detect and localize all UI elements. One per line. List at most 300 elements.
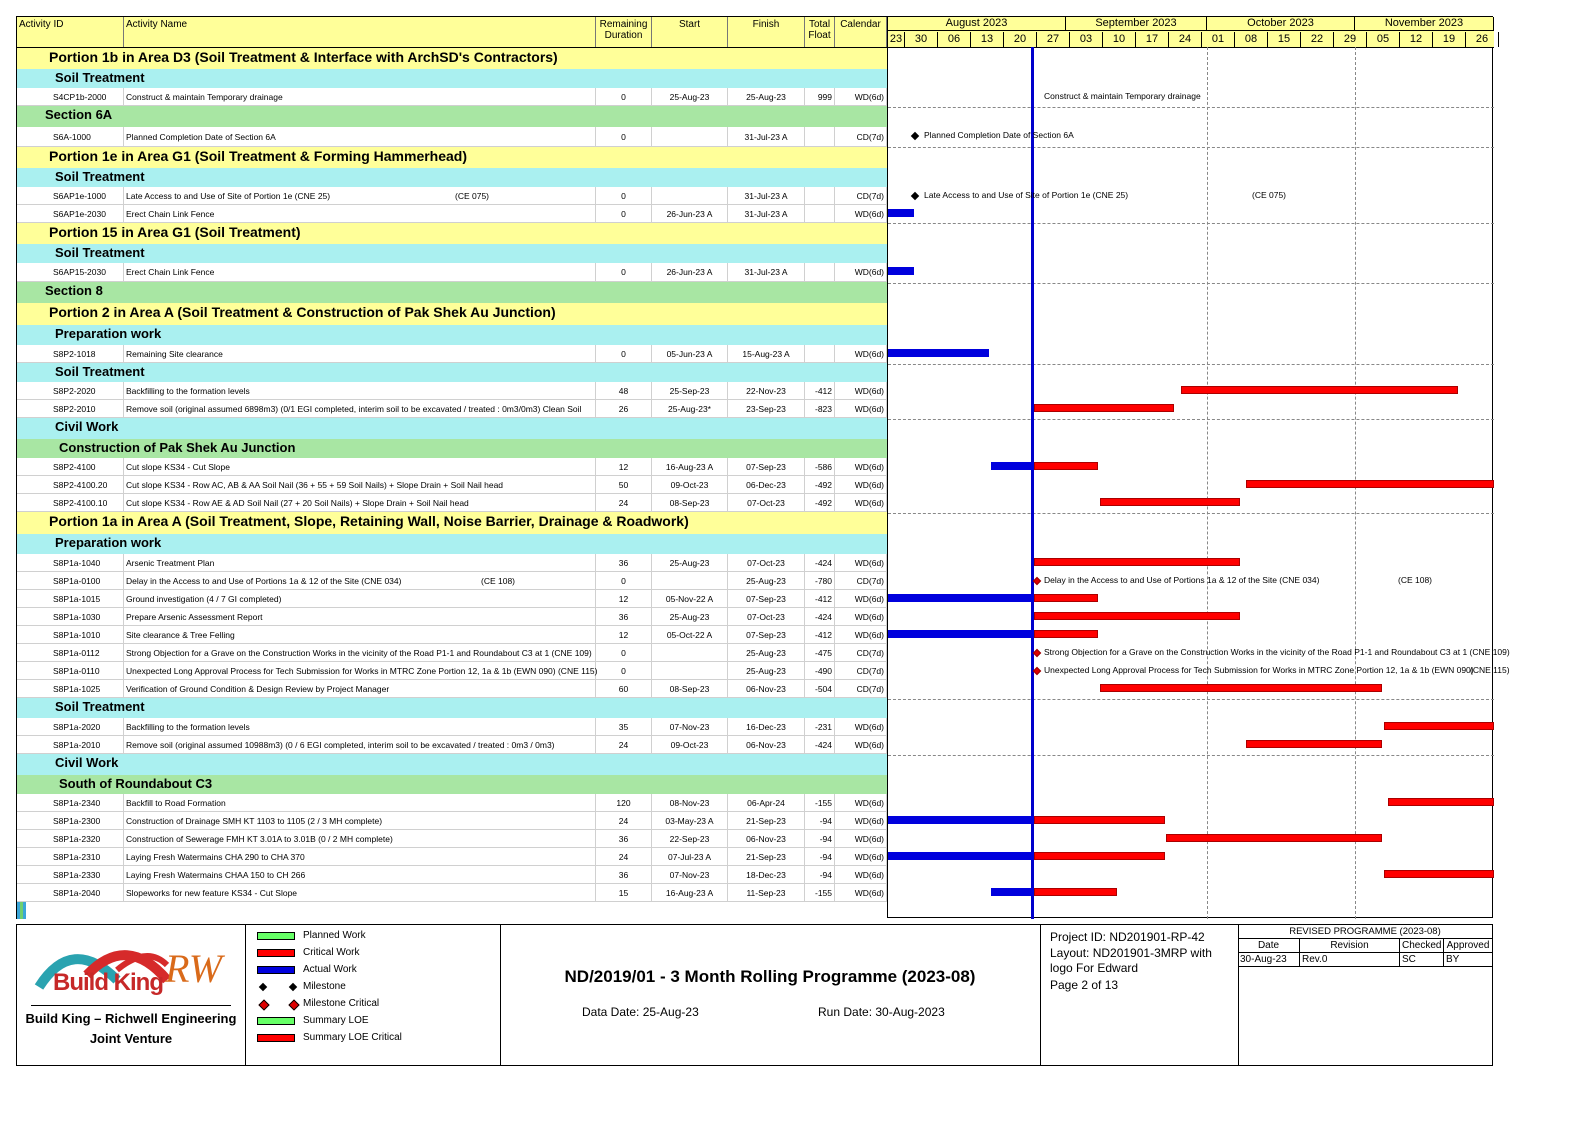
critical-work-bar[interactable]: [1034, 852, 1165, 860]
cell-finish: 18-Dec-23: [728, 866, 805, 883]
col-start[interactable]: Start: [652, 17, 728, 47]
group-header[interactable]: [17, 69, 905, 88]
legend-summary-loe-label: Summary LOE: [303, 1015, 369, 1026]
project-id: Project ID: ND201901-RP-42: [1050, 930, 1205, 944]
table-row[interactable]: [17, 554, 905, 572]
group-header[interactable]: [17, 363, 905, 382]
milestone-critical-icon[interactable]: [1033, 667, 1041, 675]
group-title: Preparation work: [55, 535, 162, 550]
actual-work-bar[interactable]: [991, 462, 1034, 470]
activity-table: [16, 16, 905, 919]
table-row[interactable]: [17, 718, 905, 736]
critical-work-bar[interactable]: [1384, 870, 1494, 878]
table-row[interactable]: [17, 263, 905, 282]
table-row[interactable]: [17, 848, 905, 866]
cell-dur: 24: [596, 812, 652, 829]
cell-id: S6AP1e-2030: [51, 205, 124, 222]
col-remaining-duration[interactable]: Remaining Duration: [596, 17, 652, 47]
cell-dur: 35: [596, 718, 652, 735]
critical-work-bar[interactable]: [1034, 612, 1240, 620]
data-date: Data Date: 25-Aug-23: [582, 1005, 699, 1019]
cell-dur: 0: [596, 345, 652, 362]
summary-loe-swatch: [257, 1017, 295, 1025]
table-row[interactable]: [17, 382, 905, 400]
cell-ce-ref: (CE 108): [481, 576, 516, 586]
cell-finish: 31-Jul-23 A: [728, 127, 805, 146]
group-header[interactable]: [17, 325, 905, 345]
cell-dur: 24: [596, 494, 652, 511]
month-label: August 2023: [888, 17, 1066, 31]
cell-finish: 31-Jul-23 A: [728, 205, 805, 222]
cell-dur: 0: [596, 662, 652, 679]
critical-swatch: [257, 949, 295, 957]
cell-name: Erect Chain Link Fence: [124, 263, 596, 281]
cell-name: Unexpected Long Approval Process for Tech Submission for Works in MTRC Zone Portion 12, 1a & 1b (EWN 090) (CNE 115): [124, 662, 596, 679]
cell-cal: WD(6d): [835, 88, 887, 105]
week-label: 01: [1202, 32, 1235, 47]
actual-work-bar[interactable]: [888, 852, 1034, 860]
critical-work-bar[interactable]: [1034, 558, 1240, 566]
cell-cal: WD(6d): [835, 812, 887, 829]
table-row[interactable]: [17, 127, 905, 147]
critical-work-bar[interactable]: [1034, 462, 1098, 470]
cell-id: S8P2-1018: [51, 345, 124, 362]
table-row[interactable]: [17, 626, 905, 644]
gantt-separator: [888, 755, 1494, 756]
cell-name: Prepare Arsenic Assessment Report: [124, 608, 596, 625]
brand-name: Build King: [53, 969, 163, 996]
cell-start: 25-Aug-23*: [652, 400, 728, 417]
col-activity-id[interactable]: Activity ID: [17, 17, 124, 47]
milestone-critical-icon[interactable]: [1033, 649, 1041, 657]
group-title: Soil Treatment: [55, 169, 145, 184]
legend-milestone-critical-label: Milestone Critical: [303, 998, 380, 1009]
group-title: Portion 1b in Area D3 (Soil Treatment & Interface with ArchSD's Contractors): [49, 49, 558, 65]
rev-header-checked: Checked: [1400, 939, 1444, 953]
group-header[interactable]: [17, 418, 905, 439]
bar-label: (CE 108): [1398, 575, 1433, 585]
col-total-float[interactable]: Total Float: [805, 17, 835, 47]
week-label: 29: [1334, 32, 1367, 47]
group-title: Section 6A: [45, 107, 113, 122]
cell-dur: 36: [596, 608, 652, 625]
table-row[interactable]: [17, 205, 905, 223]
cell-id: S6A-1000: [51, 127, 124, 146]
critical-work-bar[interactable]: [1384, 722, 1494, 730]
cell-name: Verification of Ground Condition & Design Review by Project Manager: [124, 680, 596, 697]
cell-cal: CD(7d): [835, 127, 887, 146]
cell-finish: 07-Sep-23: [728, 458, 805, 475]
cell-float: -424: [805, 608, 835, 625]
layout-name: Layout: ND201901-3MRP with logo For Edward: [1050, 946, 1212, 975]
milestone-icon: [259, 983, 267, 991]
group-title: Section 8: [45, 283, 103, 298]
legend-critical-label: Critical Work: [303, 947, 360, 958]
cell-cal: WD(6d): [835, 263, 887, 281]
legend-milestone-critical: [257, 997, 497, 1013]
legend-actual-label: Actual Work: [303, 964, 357, 975]
critical-work-bar[interactable]: [1100, 498, 1240, 506]
actual-swatch: [257, 966, 295, 974]
cell-start: 05-Jun-23 A: [652, 345, 728, 362]
col-calendar[interactable]: Calendar: [835, 17, 887, 47]
cell-id: S8P1a-2340: [51, 794, 124, 811]
week-label: 20: [1004, 32, 1037, 47]
critical-work-bar[interactable]: [1034, 404, 1174, 412]
critical-work-bar[interactable]: [1246, 740, 1382, 748]
jv-name-line2: Joint Venture: [89, 1031, 173, 1046]
bar-label: Strong Objection for a Grave on the Construction Works in the vicinity of the Road P1-1 and Roundabout C3 at 1 (CNE 109): [1044, 647, 1510, 657]
group-header[interactable]: [17, 48, 905, 69]
rev-header-revision: Revision: [1300, 939, 1400, 953]
milestone-critical-icon[interactable]: [1033, 577, 1041, 585]
actual-work-bar[interactable]: [888, 349, 989, 357]
cell-start: 26-Jun-23 A: [652, 205, 728, 222]
cell-id: S8P1a-2310: [51, 848, 124, 865]
table-row[interactable]: [17, 680, 905, 698]
week-label: 27: [1037, 32, 1070, 47]
cell-start: 07-Jul-23 A: [652, 848, 728, 865]
group-header[interactable]: [17, 439, 905, 458]
cell-id: S8P1a-1040: [51, 554, 124, 571]
cell-float: -412: [805, 382, 835, 399]
gantt-separator: [888, 223, 1494, 224]
table-header: [17, 17, 905, 48]
table-row[interactable]: [17, 608, 905, 626]
cell-start: 05-Oct-22 A: [652, 626, 728, 643]
cell-name: Site clearance & Tree Felling: [124, 626, 596, 643]
rev-approved: BY: [1444, 953, 1492, 967]
table-row[interactable]: [17, 884, 905, 902]
cell-cal: WD(6d): [835, 382, 887, 399]
cell-dur: 15: [596, 884, 652, 901]
table-row[interactable]: [17, 572, 905, 590]
week-label: 19: [1433, 32, 1466, 47]
week-label: 17: [1136, 32, 1169, 47]
group-header[interactable]: [17, 223, 905, 244]
cell-start: 09-Oct-23: [652, 476, 728, 493]
cell-start: 25-Sep-23: [652, 382, 728, 399]
col-finish[interactable]: Finish: [728, 17, 805, 47]
actual-work-bar[interactable]: [888, 594, 1034, 602]
cell-finish: 23-Sep-23: [728, 400, 805, 417]
cell-finish: 21-Sep-23: [728, 848, 805, 865]
table-row[interactable]: [17, 88, 905, 106]
group-title: Portion 2 in Area A (Soil Treatment & Construction of Pak Shek Au Junction): [49, 304, 556, 320]
data-date-line: [1031, 47, 1034, 919]
gantt-separator: [888, 107, 1494, 108]
group-header[interactable]: [17, 512, 905, 534]
critical-work-bar[interactable]: [1034, 594, 1098, 602]
legend-planned-label: Planned Work: [303, 930, 366, 941]
cell-id: S8P1a-0112: [51, 644, 124, 661]
revision-title: REVISED PROGRAMME (2023-08): [1238, 925, 1492, 939]
logo-divider: [31, 1005, 231, 1006]
page-number: Page 2 of 13: [1050, 978, 1119, 992]
month-gridline: [1207, 47, 1208, 919]
week-label: 03: [1070, 32, 1103, 47]
group-header[interactable]: [17, 754, 905, 775]
group-title: Civil Work: [55, 755, 119, 770]
cell-id: S8P1a-1030: [51, 608, 124, 625]
cell-cal: WD(6d): [835, 494, 887, 511]
cell-id: S8P1a-1010: [51, 626, 124, 643]
cell-cal: WD(6d): [835, 345, 887, 362]
cell-finish: 07-Oct-23: [728, 554, 805, 571]
bar-label: Delay in the Access to and Use of Portions 1a & 12 of the Site (CNE 034): [1044, 575, 1320, 585]
milestone-critical-icon: [258, 999, 269, 1010]
cell-id: S8P1a-2020: [51, 718, 124, 735]
group-header[interactable]: [17, 168, 905, 187]
cell-start: [652, 187, 728, 204]
cell-cal: WD(6d): [835, 794, 887, 811]
cell-id: S8P2-4100.10: [51, 494, 124, 511]
cell-id: S8P2-4100: [51, 458, 124, 475]
cell-finish: 15-Aug-23 A: [728, 345, 805, 362]
group-header[interactable]: [17, 147, 905, 168]
cell-name: Backfilling to the formation levels: [124, 382, 596, 399]
gantt-chart: [887, 16, 1510, 918]
critical-work-bar[interactable]: [1100, 684, 1382, 692]
cell-id: S8P2-2020: [51, 382, 124, 399]
cell-float: -492: [805, 476, 835, 493]
cell-id: S8P1a-1025: [51, 680, 124, 697]
legend: [245, 925, 501, 1065]
bar-label: Late Access to and Use of Site of Portion 1e (CNE 25): [924, 190, 1129, 200]
legend-milestone: [257, 980, 497, 996]
cell-finish: 07-Sep-23: [728, 590, 805, 607]
cell-name: Strong Objection for a Grave on the Construction Works in the vicinity of the Road P1-1 and Roundabout C3 at 1 (CNE 109): [124, 644, 596, 661]
cell-float: -586: [805, 458, 835, 475]
table-row[interactable]: [17, 400, 905, 418]
rev-number: Rev.0: [1300, 953, 1400, 967]
cell-name: Remove soil (original assumed 6898m3) (0/1 EGI completed, interim soil to be excavated / treated : 0m3/0m3) Clean Soil: [124, 400, 596, 417]
week-label: 05: [1367, 32, 1400, 47]
cell-dur: 48: [596, 382, 652, 399]
cell-name: Arsenic Treatment Plan: [124, 554, 596, 571]
actual-work-bar[interactable]: [991, 888, 1034, 896]
cell-cal: WD(6d): [835, 458, 887, 475]
table-row[interactable]: [17, 830, 905, 848]
critical-work-bar[interactable]: [1034, 630, 1098, 638]
critical-work-bar[interactable]: [1181, 386, 1458, 394]
cell-dur: 0: [596, 263, 652, 281]
gantt-separator: [888, 283, 1494, 284]
cell-float: -780: [805, 572, 835, 589]
table-row[interactable]: [17, 494, 905, 512]
cell-name: Laying Fresh Watermains CHAA 150 to CH 266: [124, 866, 596, 883]
run-date: Run Date: 30-Aug-2023: [818, 1005, 945, 1019]
cell-dur: 12: [596, 590, 652, 607]
cell-start: 25-Aug-23: [652, 88, 728, 105]
cell-float: -823: [805, 400, 835, 417]
timescale-header: [888, 17, 1494, 48]
legend-milestone-label: Milestone: [303, 981, 346, 992]
cell-start: 22-Sep-23: [652, 830, 728, 847]
cell-float: [805, 345, 835, 362]
critical-work-bar[interactable]: [1388, 798, 1494, 806]
table-row[interactable]: [17, 736, 905, 754]
actual-work-bar[interactable]: [888, 630, 1034, 638]
cell-cal: WD(6d): [835, 718, 887, 735]
cell-id: S8P1a-0110: [51, 662, 124, 679]
bar-label: Unexpected Long Approval Process for Tech Submission for Works in MTRC Zone Portion 12, 1a & 1b (EWN 090): [1044, 665, 1474, 675]
month-label: November 2023: [1355, 17, 1494, 31]
cell-finish: 06-Dec-23: [728, 476, 805, 493]
group-header[interactable]: [17, 106, 905, 127]
legend-summary-loe-critical-label: Summary LOE Critical: [303, 1032, 402, 1043]
cell-id: S6AP15-2030: [51, 263, 124, 281]
cell-dur: 120: [596, 794, 652, 811]
cell-name: Remove soil (original assumed 10988m3) (0 / 6 EGI completed, interim soil to be excavated / treated : 0m3 / 0m3): [124, 736, 596, 753]
cell-name: Erect Chain Link Fence: [124, 205, 596, 222]
cell-start: [652, 127, 728, 146]
table-row[interactable]: [17, 187, 905, 205]
cell-finish: 31-Jul-23 A: [728, 263, 805, 281]
cell-start: 08-Sep-23: [652, 494, 728, 511]
project-info-box: [1040, 925, 1239, 1065]
week-label: 12: [1400, 32, 1433, 47]
group-title: Portion 1a in Area A (Soil Treatment, Slope, Retaining Wall, Noise Barrier, Drainage & Roadwork): [49, 513, 689, 529]
group-title: Soil Treatment: [55, 245, 145, 260]
actual-work-bar[interactable]: [888, 816, 1034, 824]
cell-id: S8P1a-1015: [51, 590, 124, 607]
table-row[interactable]: [17, 794, 905, 812]
cell-finish: 25-Aug-23: [728, 662, 805, 679]
month-label: September 2023: [1066, 17, 1207, 31]
cell-float: -475: [805, 644, 835, 661]
rev-date: 30-Aug-23: [1238, 953, 1300, 967]
cell-start: 07-Nov-23: [652, 866, 728, 883]
critical-work-bar[interactable]: [1246, 480, 1494, 488]
cell-float: [805, 127, 835, 146]
group-title: Preparation work: [55, 326, 162, 341]
cell-id: S8P1a-2300: [51, 812, 124, 829]
bar-label: Planned Completion Date of Section 6A: [924, 130, 1074, 140]
cell-start: 07-Nov-23: [652, 718, 728, 735]
cell-dur: 0: [596, 88, 652, 105]
cell-id: S8P1a-2010: [51, 736, 124, 753]
cell-id: S4CP1b-2000: [51, 88, 124, 105]
table-row[interactable]: [17, 345, 905, 363]
table-row[interactable]: [17, 662, 905, 680]
week-label: 15: [1268, 32, 1301, 47]
gantt-separator: [888, 699, 1494, 700]
cell-id: S8P1a-2330: [51, 866, 124, 883]
cell-cal: CD(7d): [835, 644, 887, 661]
cell-id: S8P1a-0100: [51, 572, 124, 589]
critical-work-bar[interactable]: [1034, 816, 1165, 824]
cell-float: -424: [805, 554, 835, 571]
group-title: Construction of Pak Shek Au Junction: [59, 440, 296, 455]
cell-cal: CD(7d): [835, 187, 887, 204]
milestone-icon: [289, 983, 297, 991]
legend-actual: [257, 963, 497, 979]
group-header[interactable]: [17, 698, 905, 718]
cell-cal: WD(6d): [835, 400, 887, 417]
legend-summary-loe: [257, 1014, 497, 1030]
cell-finish: 25-Aug-23: [728, 572, 805, 589]
cell-cal: WD(6d): [835, 608, 887, 625]
cell-cal: WD(6d): [835, 626, 887, 643]
milestone-critical-icon: [288, 999, 299, 1010]
cell-start: [652, 644, 728, 661]
cell-cal: WD(6d): [835, 554, 887, 571]
cell-name: Delay in the Access to and Use of Portions 1a & 12 of the Site (CNE 034): [124, 572, 596, 589]
group-header[interactable]: [17, 282, 905, 303]
revision-table: [1238, 925, 1492, 1065]
bar-label: (CNE 115): [1470, 665, 1510, 675]
cell-cal: WD(6d): [835, 736, 887, 753]
cell-dur: 36: [596, 554, 652, 571]
cell-name: Backfilling to the formation levels: [124, 718, 596, 735]
cell-float: -412: [805, 590, 835, 607]
week-label: 22: [1301, 32, 1334, 47]
critical-work-bar[interactable]: [1166, 834, 1382, 842]
table-row[interactable]: [17, 590, 905, 608]
critical-work-bar[interactable]: [1034, 888, 1117, 896]
table-row[interactable]: [17, 644, 905, 662]
cell-start: 08-Sep-23: [652, 680, 728, 697]
cell-finish: 16-Dec-23: [728, 718, 805, 735]
table-row[interactable]: [17, 812, 905, 830]
actual-work-bar[interactable]: [888, 267, 914, 275]
cell-dur: 0: [596, 127, 652, 146]
table-row[interactable]: [17, 458, 905, 476]
summary-loe-critical-swatch: [257, 1034, 295, 1042]
cell-name: Construct & maintain Temporary drainage: [124, 88, 596, 105]
cell-id: S8P1a-2040: [51, 884, 124, 901]
cell-float: -94: [805, 830, 835, 847]
cell-finish: 06-Nov-23: [728, 830, 805, 847]
rev-header-approved: Approved: [1444, 939, 1492, 953]
col-activity-name[interactable]: Activity Name: [124, 17, 596, 47]
week-label: 06: [938, 32, 971, 47]
milestone-icon[interactable]: [911, 192, 919, 200]
group-header[interactable]: [17, 775, 905, 794]
cell-name: Planned Completion Date of Section 6A: [124, 127, 596, 146]
cell-dur: 0: [596, 572, 652, 589]
legend-summary-loe-critical: [257, 1031, 497, 1047]
cell-cal: WD(6d): [835, 866, 887, 883]
cell-name: Cut slope KS34 - Row AC, AB & AA Soil Nail (36 + 55 + 59 Soil Nails) + Slope Drain + Soil Nail head: [124, 476, 596, 493]
cell-float: -504: [805, 680, 835, 697]
cell-start: 16-Aug-23 A: [652, 458, 728, 475]
week-label: 10: [1103, 32, 1136, 47]
week-label: 30: [905, 32, 938, 47]
group-header[interactable]: [17, 244, 905, 263]
cell-float: -94: [805, 866, 835, 883]
cell-start: [652, 662, 728, 679]
cell-cal: WD(6d): [835, 884, 887, 901]
table-row[interactable]: [17, 476, 905, 494]
cell-dur: 36: [596, 866, 652, 883]
group-header[interactable]: [17, 534, 905, 554]
cell-float: [805, 205, 835, 222]
cell-finish: 07-Oct-23: [728, 608, 805, 625]
group-header[interactable]: [17, 303, 905, 325]
milestone-icon[interactable]: [911, 132, 919, 140]
cell-cal: WD(6d): [835, 848, 887, 865]
actual-work-bar[interactable]: [888, 209, 914, 217]
cell-id: S8P2-2010: [51, 400, 124, 417]
table-row[interactable]: [17, 866, 905, 884]
cell-cal: WD(6d): [835, 830, 887, 847]
programme-title: ND/2019/01 - 3 Month Rolling Programme (2023-08): [564, 967, 976, 986]
cell-start: 08-Nov-23: [652, 794, 728, 811]
group-title: South of Roundabout C3: [59, 776, 213, 791]
cell-dur: 60: [596, 680, 652, 697]
